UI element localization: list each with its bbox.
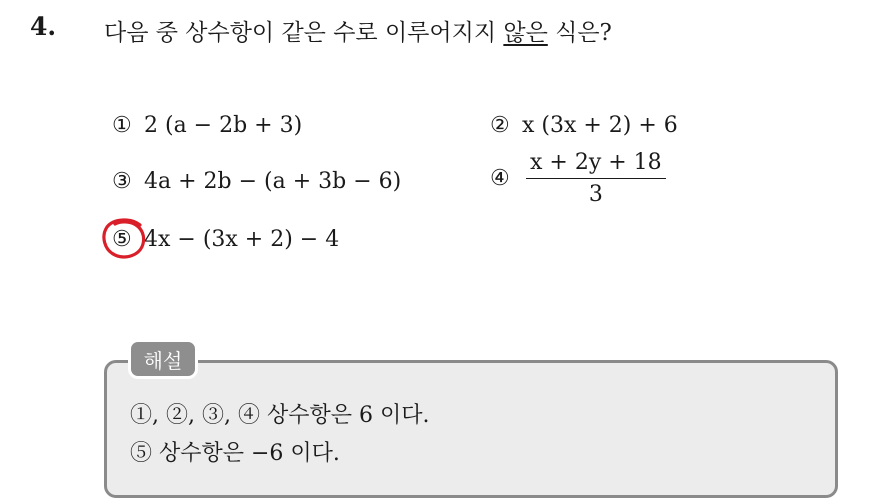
choice-1[interactable]	[112, 113, 302, 138]
solution-line-2: ⑤ 상수항은 −6 이다.	[130, 441, 340, 466]
choice-3[interactable]	[112, 169, 401, 194]
choice-2-number: ②	[490, 113, 510, 138]
choice-3-number: ③	[112, 169, 132, 194]
solution-box	[104, 360, 838, 498]
solution-line-1: ①, ②, ③, ④ 상수항은 6 이다.	[130, 403, 430, 428]
choice-3-expression: 4a + 2b − (a + 3b − 6)	[144, 169, 402, 194]
question-text-before: 다음 중 상수항이 같은 수로 이루어지지	[104, 20, 504, 46]
choice-4[interactable]	[490, 150, 666, 207]
choice-2-expression: x (3x + 2) + 6	[522, 113, 678, 138]
choice-4-fraction	[526, 150, 666, 207]
choice-4-number: ④	[490, 166, 510, 191]
solution-tag: 해설	[128, 339, 198, 379]
choice-5-number: ⑤	[112, 227, 132, 252]
choice-5-expression: 4x − (3x + 2) − 4	[144, 227, 340, 252]
choice-1-expression: 2 (a − 2b + 3)	[144, 113, 303, 138]
answer-circle-mark	[100, 215, 148, 261]
choice-4-denominator: 3	[588, 182, 603, 207]
question-text-underlined: 않은	[503, 20, 548, 46]
choice-4-numerator: x + 2y + 18	[526, 150, 666, 179]
question-text-after: 식은?	[547, 20, 612, 46]
choice-2[interactable]	[490, 113, 678, 138]
question-text	[104, 14, 612, 47]
answer-circle-stroke	[104, 220, 144, 257]
question-number: 4.	[30, 12, 57, 41]
choice-1-number: ①	[112, 113, 132, 138]
